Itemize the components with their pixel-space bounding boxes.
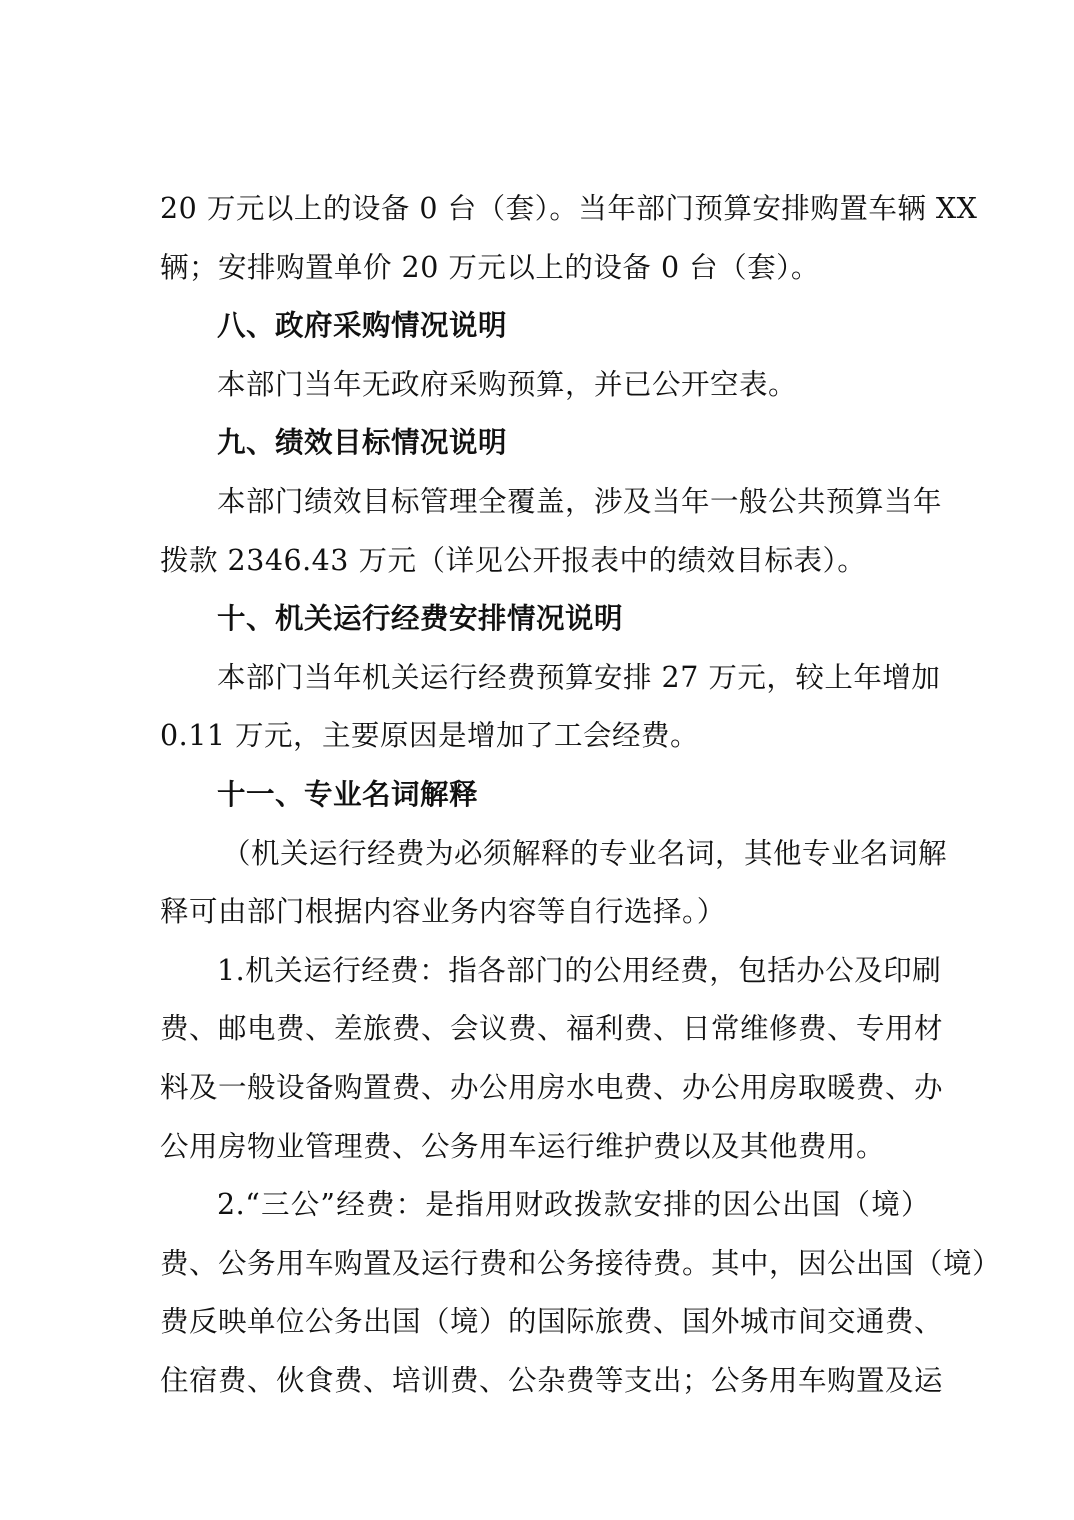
body-line: 公用房物业管理费、公务用车运行维护费以及其他费用。 bbox=[160, 1129, 886, 1163]
paragraph-line: 本部门当年机关运行经费预算安排 27 万元，较上年增加 bbox=[217, 660, 941, 694]
paragraph-line: （机关运行经费为必须解释的专业名词，其他专业名词解 bbox=[222, 836, 948, 870]
paragraph-line: 2.“三公”经费：是指用财政拨款安排的因公出国（境） bbox=[217, 1188, 930, 1222]
body-line: 料及一般设备购置费、办公用房水电费、办公用房取暖费、办 bbox=[160, 1070, 944, 1104]
body-line: 20 万元以上的设备 0 台（套）。当年部门预算安排购置车辆 XX bbox=[160, 192, 978, 225]
body-line: 0.11 万元，主要原因是增加了工会经费。 bbox=[160, 719, 700, 753]
section-heading: 十一、专业名词解释 bbox=[217, 777, 479, 811]
body-line: 住宿费、伙食费、培训费、公杂费等支出；公务用车购置及运 bbox=[160, 1363, 944, 1397]
paragraph-line: 1.机关运行经费：指各部门的公用经费，包括办公及印刷 bbox=[217, 953, 942, 987]
body-line: 费反映单位公务出国（境）的国际旅费、国外城市间交通费、 bbox=[160, 1305, 944, 1339]
body-line: 释可由部门根据内容业务内容等自行选择。） bbox=[160, 895, 726, 929]
document-page bbox=[160, 180, 1002, 1410]
paragraph-line: 本部门绩效目标管理全覆盖，涉及当年一般公共预算当年 bbox=[217, 484, 943, 518]
body-line: 辆；安排购置单价 20 万元以上的设备 0 台（套）。 bbox=[160, 250, 820, 284]
section-heading: 十、机关运行经费安排情况说明 bbox=[217, 602, 624, 636]
body-line: 拨款 2346.43 万元（详见公开报表中的绩效目标表）。 bbox=[160, 543, 867, 577]
paragraph-line: 本部门当年无政府采购预算，并已公开空表。 bbox=[217, 367, 798, 401]
section-heading: 九、绩效目标情况说明 bbox=[217, 426, 508, 460]
body-line: 费、邮电费、差旅费、会议费、福利费、日常维修费、专用材 bbox=[160, 1012, 944, 1046]
section-heading: 八、政府采购情况说明 bbox=[217, 309, 508, 343]
body-line: 费、公务用车购置及运行费和公务接待费。其中，因公出国（境） bbox=[160, 1246, 1002, 1280]
